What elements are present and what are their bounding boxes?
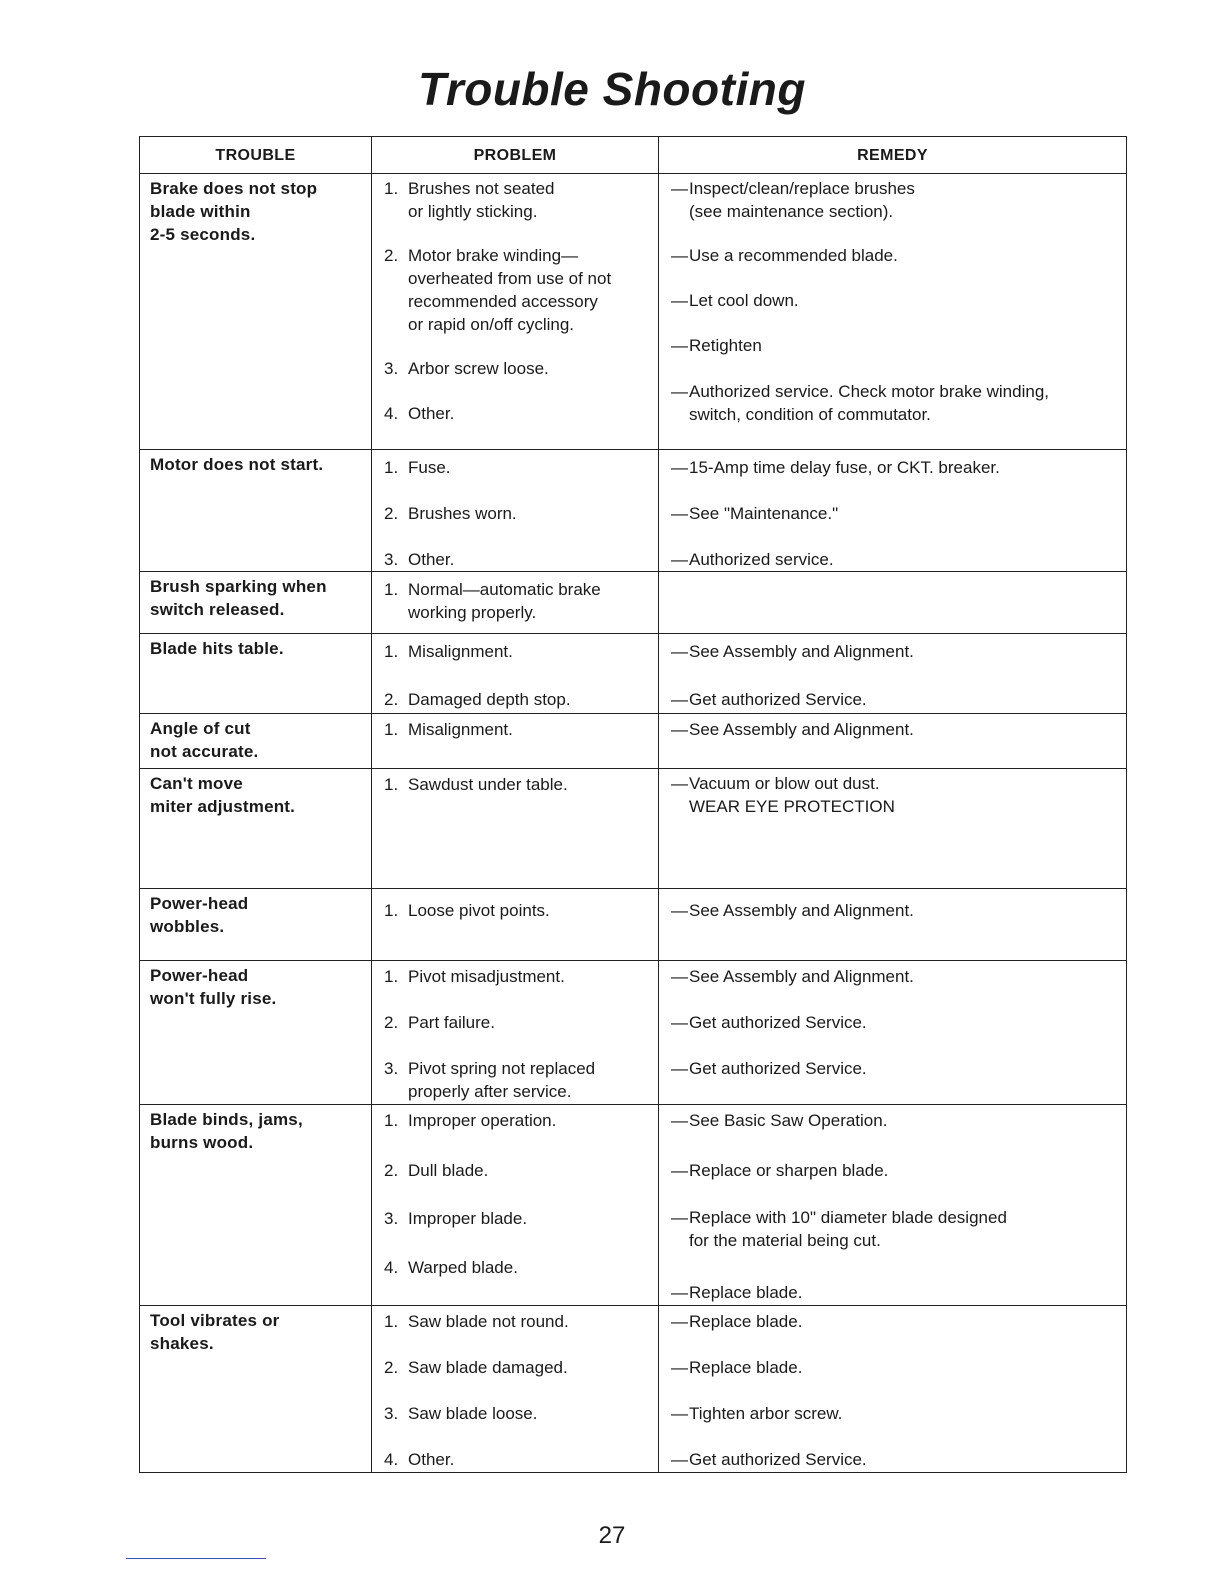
remedy-item	[659, 502, 1126, 525]
problem-number: 1.	[384, 967, 399, 986]
remedy-item	[659, 1159, 1126, 1182]
remedy-text: Replace blade.	[689, 1358, 803, 1377]
problem-number: 1.	[384, 179, 399, 198]
remedy-item	[659, 1281, 1126, 1304]
footer-rule	[126, 1558, 266, 1559]
trouble-text: Angle of cut not accurate.	[150, 719, 259, 761]
problem-number: 3.	[384, 1404, 399, 1423]
problem-text: Sawdust under table.	[408, 775, 568, 794]
remedy-text: See Assembly and Alignment.	[689, 720, 914, 739]
remedy-dash: —	[671, 382, 688, 401]
remedy-dash: —	[671, 1358, 688, 1377]
problem-text: Dull blade.	[408, 1161, 489, 1180]
remedy-item	[659, 965, 1126, 988]
remedy-item	[659, 456, 1126, 479]
trouble-text: Can't move miter adjustment.	[150, 774, 296, 816]
problem-text: Normal—automatic brake working properly.	[408, 580, 601, 622]
remedy-item	[659, 1402, 1126, 1425]
trouble-cell	[140, 634, 372, 714]
trouble-cell	[140, 889, 372, 961]
remedy-dash: —	[671, 1013, 688, 1032]
remedy-text: Tighten arbor screw.	[689, 1404, 843, 1423]
problem-item	[372, 773, 658, 796]
problem-text: Loose pivot points.	[408, 901, 550, 920]
trouble-cell	[140, 450, 372, 572]
remedy-text: See Assembly and Alignment.	[689, 642, 914, 661]
remedy-text: Replace blade.	[689, 1283, 803, 1302]
problem-cell	[372, 889, 659, 961]
remedy-text: Get authorized Service.	[689, 690, 867, 709]
problem-cell	[372, 961, 659, 1105]
problem-text: Fuse.	[408, 458, 451, 477]
problem-number: 1.	[384, 775, 399, 794]
trouble-cell	[140, 174, 372, 450]
remedy-dash: —	[671, 1283, 688, 1302]
remedy-cell	[659, 1306, 1127, 1473]
remedy-dash: —	[671, 901, 688, 920]
problem-item	[372, 578, 658, 624]
remedy-dash: —	[671, 720, 688, 739]
remedy-text: Replace with 10" diameter blade designed for the material being cut.	[689, 1208, 1007, 1250]
remedy-text: Replace blade.	[689, 1312, 803, 1331]
trouble-text: Power-head wobbles.	[150, 894, 249, 936]
table-row	[140, 769, 1127, 889]
remedy-item	[659, 1448, 1126, 1471]
trouble-cell	[140, 1105, 372, 1306]
problem-number: 1.	[384, 720, 399, 739]
trouble-cell	[140, 1306, 372, 1473]
problem-item	[372, 1159, 658, 1182]
remedy-text: See Assembly and Alignment.	[689, 901, 914, 920]
table-row	[140, 174, 1127, 450]
problem-number: 1.	[384, 642, 399, 661]
remedy-text: See Basic Saw Operation.	[689, 1111, 888, 1130]
remedy-item	[659, 334, 1126, 357]
remedy-text: Get authorized Service.	[689, 1013, 867, 1032]
trouble-text: Tool vibrates or shakes.	[150, 1311, 280, 1353]
problem-item	[372, 357, 658, 380]
remedy-text: Get authorized Service.	[689, 1450, 867, 1469]
remedy-cell	[659, 961, 1127, 1105]
problem-text: Other.	[408, 404, 455, 423]
remedy-cell	[659, 1105, 1127, 1306]
remedy-item	[659, 1206, 1126, 1252]
remedy-dash: —	[671, 1059, 688, 1078]
problem-number: 1.	[384, 1312, 399, 1331]
problem-number: 3.	[384, 1059, 399, 1078]
remedy-dash: —	[671, 1404, 688, 1423]
problem-text: Improper operation.	[408, 1111, 557, 1130]
remedy-dash: —	[671, 1111, 688, 1130]
remedy-cell	[659, 634, 1127, 714]
remedy-item	[659, 1109, 1126, 1132]
remedy-cell	[659, 714, 1127, 769]
trouble-shooting-table	[139, 136, 1127, 1473]
problem-number: 3.	[384, 550, 399, 569]
problem-item	[372, 548, 658, 571]
problem-number: 2.	[384, 1161, 399, 1180]
problem-number: 2.	[384, 504, 399, 523]
remedy-item	[659, 1011, 1126, 1034]
problem-cell	[372, 1306, 659, 1473]
remedy-item	[659, 1356, 1126, 1379]
trouble-cell	[140, 961, 372, 1105]
problem-item	[372, 1356, 658, 1379]
problem-text: Damaged depth stop.	[408, 690, 571, 709]
problem-text: Misalignment.	[408, 642, 513, 661]
remedy-dash: —	[671, 967, 688, 986]
problem-item	[372, 718, 658, 741]
trouble-cell	[140, 769, 372, 889]
remedy-item	[659, 640, 1126, 663]
problem-item	[372, 640, 658, 663]
remedy-item	[659, 548, 1126, 571]
remedy-dash: —	[671, 1208, 688, 1227]
remedy-text: See Assembly and Alignment.	[689, 967, 914, 986]
problem-text: Saw blade damaged.	[408, 1358, 568, 1377]
problem-item	[372, 1207, 658, 1230]
problem-number: 1.	[384, 458, 399, 477]
problem-cell	[372, 572, 659, 634]
remedy-text: Inspect/clean/replace brushes (see maintenance section).	[689, 179, 915, 221]
remedy-text: Authorized service.	[689, 550, 834, 569]
problem-text: Brushes not seated or lightly sticking.	[408, 179, 555, 221]
problem-item	[372, 1256, 658, 1279]
remedy-cell	[659, 174, 1127, 450]
problem-text: Other.	[408, 1450, 455, 1469]
table-header-row	[140, 137, 1127, 174]
problem-number: 2.	[384, 1358, 399, 1377]
problem-number: 2.	[384, 690, 399, 709]
problem-item	[372, 177, 658, 223]
problem-item	[372, 1448, 658, 1471]
remedy-item	[659, 380, 1126, 426]
remedy-text: Use a recommended blade.	[689, 246, 898, 265]
problem-item	[372, 899, 658, 922]
remedy-item	[659, 772, 1126, 818]
problem-cell	[372, 634, 659, 714]
remedy-item	[659, 899, 1126, 922]
problem-text: Motor brake winding— overheated from use of not recommended accessory or rapid on/off cycling.	[408, 246, 612, 334]
remedy-text: Let cool down.	[689, 291, 799, 310]
remedy-dash: —	[671, 774, 688, 793]
header-trouble: TROUBLE	[140, 137, 372, 174]
problem-cell	[372, 714, 659, 769]
problem-number: 4.	[384, 404, 399, 423]
table-row	[140, 961, 1127, 1105]
remedy-dash: —	[671, 246, 688, 265]
remedy-dash: —	[671, 1161, 688, 1180]
problem-cell	[372, 769, 659, 889]
trouble-text: Brake does not stop blade within 2-5 seconds.	[150, 179, 318, 244]
trouble-cell	[140, 572, 372, 634]
problem-number: 4.	[384, 1450, 399, 1469]
table-row	[140, 889, 1127, 961]
remedy-dash: —	[671, 642, 688, 661]
problem-number: 2.	[384, 246, 399, 265]
remedy-text: Retighten	[689, 336, 762, 355]
trouble-text: Blade hits table.	[150, 639, 284, 658]
problem-number: 3.	[384, 359, 399, 378]
problem-cell	[372, 174, 659, 450]
problem-text: Saw blade not round.	[408, 1312, 569, 1331]
problem-item	[372, 402, 658, 425]
table-row	[140, 1105, 1127, 1306]
trouble-cell	[140, 714, 372, 769]
problem-item	[372, 1402, 658, 1425]
problem-text: Arbor screw loose.	[408, 359, 549, 378]
trouble-text: Power-head won't fully rise.	[150, 966, 277, 1008]
problem-item	[372, 1057, 658, 1103]
remedy-dash: —	[671, 1312, 688, 1331]
problem-item	[372, 244, 658, 336]
remedy-dash: —	[671, 336, 688, 355]
problem-text: Other.	[408, 550, 455, 569]
problem-text: Improper blade.	[408, 1209, 528, 1228]
problem-item	[372, 456, 658, 479]
remedy-text: Replace or sharpen blade.	[689, 1161, 889, 1180]
remedy-cell	[659, 572, 1127, 634]
problem-number: 2.	[384, 1013, 399, 1032]
remedy-cell	[659, 769, 1127, 889]
trouble-text: Blade binds, jams, burns wood.	[150, 1110, 303, 1152]
problem-text: Saw blade loose.	[408, 1404, 538, 1423]
remedy-item	[659, 1310, 1126, 1333]
remedy-text: Get authorized Service.	[689, 1059, 867, 1078]
remedy-text: See "Maintenance."	[689, 504, 839, 523]
problem-number: 3.	[384, 1209, 399, 1228]
problem-item	[372, 502, 658, 525]
remedy-item	[659, 289, 1126, 312]
remedy-item	[659, 177, 1126, 223]
table-row	[140, 634, 1127, 714]
remedy-text: Authorized service. Check motor brake winding, switch, condition of commutator.	[689, 382, 1049, 424]
page-title: Trouble Shooting	[418, 63, 806, 115]
problem-number: 1.	[384, 901, 399, 920]
remedy-item	[659, 688, 1126, 711]
problem-number: 4.	[384, 1258, 399, 1277]
problem-text: Brushes worn.	[408, 504, 517, 523]
remedy-dash: —	[671, 550, 688, 569]
remedy-item	[659, 718, 1126, 741]
problem-cell	[372, 450, 659, 572]
problem-item	[372, 1109, 658, 1132]
table-row	[140, 714, 1127, 769]
table-row	[140, 572, 1127, 634]
header-remedy: REMEDY	[659, 137, 1127, 174]
remedy-cell	[659, 889, 1127, 961]
table-row	[140, 450, 1127, 572]
problem-text: Misalignment.	[408, 720, 513, 739]
remedy-cell	[659, 450, 1127, 572]
problem-text: Pivot misadjustment.	[408, 967, 565, 986]
problem-item	[372, 1310, 658, 1333]
table-body	[140, 174, 1127, 1473]
remedy-dash: —	[671, 291, 688, 310]
trouble-text: Brush sparking when switch released.	[150, 577, 327, 619]
remedy-dash: —	[671, 504, 688, 523]
problem-item	[372, 965, 658, 988]
remedy-dash: —	[671, 1450, 688, 1469]
remedy-dash: —	[671, 690, 688, 709]
problem-number: 1.	[384, 580, 399, 599]
trouble-text: Motor does not start.	[150, 455, 324, 474]
table-row	[140, 1306, 1127, 1473]
problem-item	[372, 1011, 658, 1034]
remedy-item	[659, 244, 1126, 267]
remedy-dash: —	[671, 179, 688, 198]
problem-item	[372, 688, 658, 711]
remedy-text: 15-Amp time delay fuse, or CKT. breaker.	[689, 458, 1000, 477]
problem-text: Warped blade.	[408, 1258, 518, 1277]
header-problem: PROBLEM	[372, 137, 659, 174]
problem-number: 1.	[384, 1111, 399, 1130]
remedy-item	[659, 1057, 1126, 1080]
remedy-text: Vacuum or blow out dust. WEAR EYE PROTECTION	[689, 774, 895, 816]
remedy-dash: —	[671, 458, 688, 477]
problem-text: Pivot spring not replaced properly after service.	[408, 1059, 596, 1101]
page-number: 27	[598, 1522, 626, 1549]
problem-text: Part failure.	[408, 1013, 495, 1032]
problem-cell	[372, 1105, 659, 1306]
